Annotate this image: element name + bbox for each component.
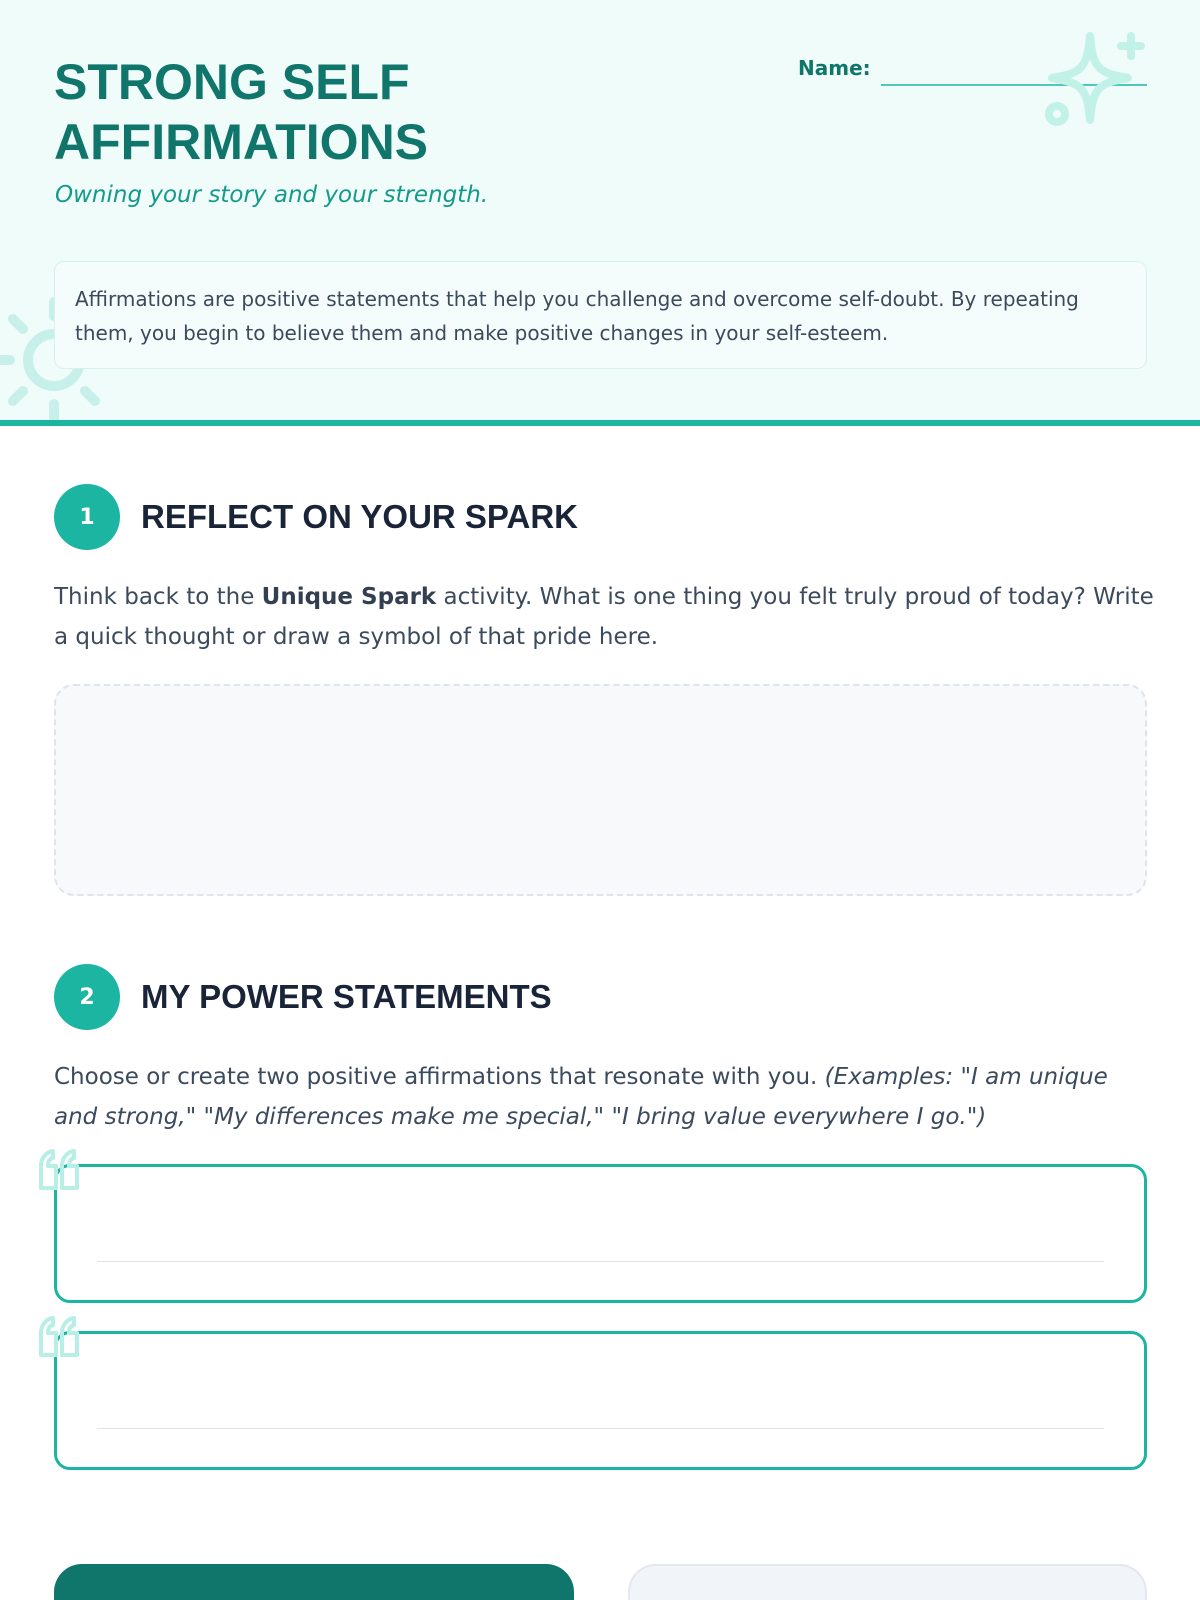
page-title-line2: AFFIRMATIONS	[54, 114, 429, 170]
page-title-line1: STRONG SELF	[54, 54, 410, 110]
section-title-power-statements: MY POWER STATEMENTS	[141, 978, 552, 1015]
quote-icon	[37, 1315, 83, 1359]
instructions-text: activity. What is one thing you felt truly proud of today? Write a quick thought or draw a symbol of that pride here.	[54, 584, 1154, 650]
primary-panel	[54, 1564, 574, 1600]
section-title-reflect: REFLECT ON YOUR SPARK	[141, 498, 578, 535]
instructions-text: Choose or create two positive affirmations that resonate with you.	[54, 1064, 825, 1090]
affirmation-input-1[interactable]	[54, 1164, 1147, 1303]
section-instructions-power-statements	[54, 1057, 1154, 1137]
instructions-bold-text: Unique Spark	[261, 584, 437, 610]
quote-icon	[37, 1148, 83, 1192]
page-title	[54, 52, 428, 172]
header-banner	[0, 0, 1200, 426]
secondary-panel	[628, 1564, 1147, 1600]
sparkle-icon	[1040, 28, 1150, 132]
section-instructions-reflect	[54, 577, 1154, 657]
step-badge-1: 1	[54, 484, 120, 550]
intro-text: Affirmations are positive statements that help you challenge and overcome self-doubt. By repeating them, you begin to believe them and make positive changes in your self-esteem.	[54, 261, 1147, 369]
writing-line	[97, 1428, 1104, 1429]
examples-text: (Examples: "I am unique and strong," "My differences make me special," "I bring value everywhere I go.")	[54, 1064, 1108, 1130]
writing-line	[97, 1261, 1104, 1262]
page-subtitle: Owning your story and your strength.	[55, 182, 489, 208]
affirmation-input-2[interactable]	[54, 1331, 1147, 1470]
reflection-drawing-area[interactable]	[54, 684, 1147, 896]
step-badge-2: 2	[54, 964, 120, 1030]
name-label: Name:	[798, 56, 871, 80]
instructions-text: Think back to the	[54, 584, 262, 610]
